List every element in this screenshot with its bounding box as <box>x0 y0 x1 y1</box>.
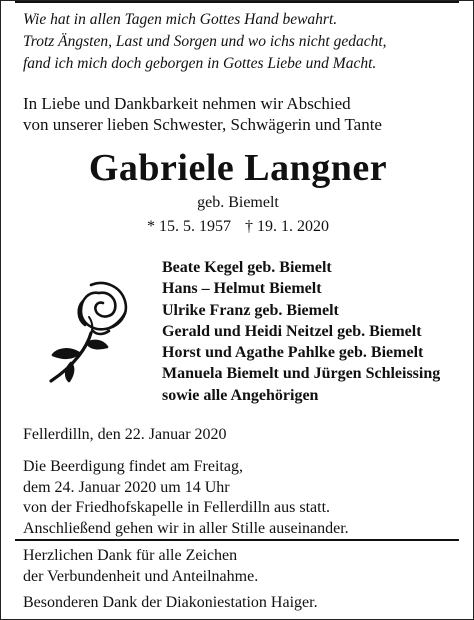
farewell-intro <box>23 93 382 135</box>
motto-line: Wie hat in allen Tagen mich Gottes Hand bewahrt. <box>23 11 338 28</box>
place-and-date: Fellerdilln, den 22. Januar 2020 <box>23 426 227 443</box>
funeral-line: Anschließend gehen wir in aller Stille auseinander. <box>23 519 349 537</box>
mourner-entry: Hans – Helmut Biemelt <box>162 280 322 298</box>
deceased-name: Gabriele Langner <box>88 147 388 189</box>
mourner-entry: Horst und Agathe Pahlke geb. Biemelt <box>162 344 424 362</box>
motto-verse <box>23 9 387 75</box>
thanks-line: Herzlichen Dank für alle Zeichen <box>23 547 238 564</box>
mourners-list <box>162 257 440 406</box>
top-rule <box>15 1 459 3</box>
funeral-line: Die Beerdigung findet am Freitag, <box>23 458 243 475</box>
funeral-line: dem 24. Januar 2020 um 14 Uhr <box>23 478 230 496</box>
intro-line: von unserer lieben Schwester, Schwägerin und Tante <box>23 115 382 134</box>
rose-icon <box>31 277 131 387</box>
section-divider <box>15 539 459 541</box>
birth-date: * 15. 5. 1957 <box>147 218 231 235</box>
motto-line: Trotz Ängsten, Last und Sorgen und wo ichs nicht gedacht, <box>23 33 387 50</box>
maiden-name: geb. Biemelt <box>197 194 279 211</box>
mourner-entry: sowie alle Angehörigen <box>162 386 319 404</box>
mourner-entry: Manuela Biemelt und Jürgen Schleissing <box>162 365 441 383</box>
mourner-entry: Ulrike Franz geb. Biemelt <box>162 301 339 319</box>
thanks-note <box>23 545 258 587</box>
mourner-entry: Beate Kegel geb. Biemelt <box>162 259 332 276</box>
funeral-line: von der Friedhofskapelle in Fellerdilln aus statt. <box>23 499 331 516</box>
thanks-line: der Verbundenheit und Anteilnahme. <box>23 568 259 585</box>
mourner-entry: Gerald und Heidi Neitzel geb. Biemelt <box>162 322 422 340</box>
life-dates <box>1 217 474 237</box>
intro-line: In Liebe und Dankbarkeit nehmen wir Abschied <box>23 94 351 113</box>
funeral-info <box>23 457 349 539</box>
special-thanks: Besonderen Dank der Diakoniestation Haiger. <box>23 594 318 611</box>
motto-line: fand ich mich doch geborgen in Gottes Liebe und Macht. <box>23 55 377 72</box>
death-date: † 19. 1. 2020 <box>245 218 329 235</box>
